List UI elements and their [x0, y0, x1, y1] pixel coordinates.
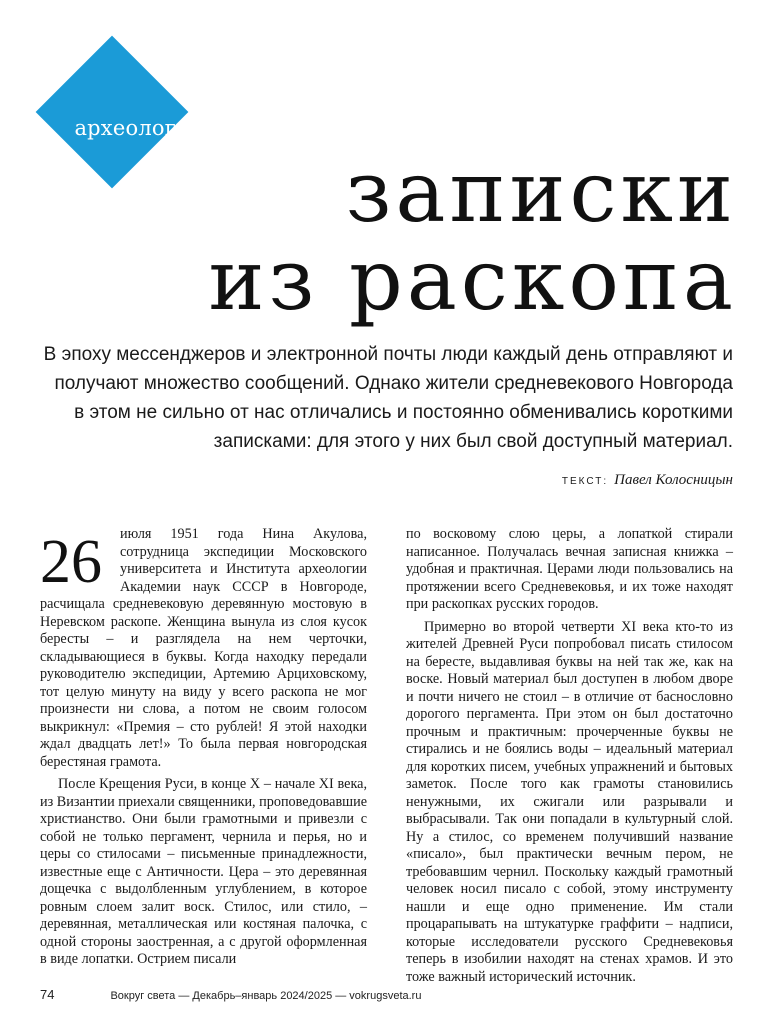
- rubric-label: археология: [74, 116, 204, 140]
- paragraph-1-text: июля 1951 года Нина Акулова, сотрудница экспедиции Московского университета и Института археологии Академии наук СССР в Новгороде, расчищала средневековую деревянную мостовую в Неревском раскопе. Женщина вынула из слоя кусок бересты – и разглядела на нем черточки, складывающиеся в буквы. Когда находку передали руководителю экспедиции, Артемию Арциховскому, тот целую минуту на виду у всего раскопа не мог произнести ни слова, а потом не своим голосом выкрикнул: «Премия – сто рублей! Я этой находки ждал двадцать лет!» То была первая новгородская берестяная грамота.: [40, 526, 367, 770]
- drop-number: 26: [40, 528, 102, 596]
- article-paragraph-3: по восковому слою церы, а лопаткой стирали написанное. Получалась вечная записная книжка – удобная и практичная. Церами люди пользовались на протяжении всего Средневековья, и их тоже находят при раскопках русских городов.: [406, 526, 733, 612]
- article-title: [208, 143, 737, 329]
- footer-line: Вокруг света — Декабрь–январь 2024/2025 — vokrugsveta.ru: [110, 990, 422, 1002]
- lead-paragraph: В эпоху мессенджеров и электронной почты люди каждый день отправляют и получают множество сообщений. Однако жители средневекового Новгорода в этом не сильно от нас отличались и постоянно обменивались короткими записками: для этого у них был свой доступный материал.: [43, 344, 733, 452]
- title-line-2: из раскопа: [208, 231, 737, 329]
- title-line-1: записки: [345, 143, 737, 241]
- page-number: 74: [40, 987, 55, 1002]
- page-footer: [40, 987, 733, 1002]
- article-paragraph-4: Примерно во второй четверти XI века кто-то из жителей Древней Руси попробовал писать стилосом на бересте, выдавливая буквы на ней так же, как на воске. Новый материал был доступен в любом дворе и почти ничего не стоил – в отличие от баснословно дорогого пергамента. При этом он был достаточно прочным и практичным: прочерченные буквы не стирались и не боялись воды – идеальный материал для коротких писем, учебных упражнений и бытовых заметок. После того как грамоты становились ненужными, их сжигали или разрывали и выбрасывали. Так они попадали в культурный слой. Ну а стилос, со временем получивший название «писало», был практически вечным пером, не требовавшим чернил. Поскольку каждый грамотный человек носил писало с собой, этому инструменту нашли и еще одно применение. Им стали процарапывать на штукатурке граффити – надписи, которые исследователи русского Средневековья теперь в изобилии находят на стенах храмов. И это тоже важный исторический источник.: [406, 618, 733, 985]
- rubric-diamond: [36, 36, 189, 189]
- article-paragraph-1: [40, 526, 367, 771]
- byline-label: ТЕКСТ:: [561, 476, 609, 487]
- byline-author: Павел Колосницын: [614, 472, 733, 488]
- article-column-left: [40, 526, 367, 969]
- article-column-right: [406, 526, 733, 986]
- byline: [562, 472, 733, 489]
- article-paragraph-2: После Крещения Руси, в конце X – начале XI века, из Византии приехали священники, проповедовавшие христианство. Они были грамотными и привезли с собой не только пергамент, чернила и перья, но и церы со стилосами – письменные принадлежности, известные еще с Античности. Цера – это деревянная дощечка с выдолбленным углублением, в которое ровным слоем залит воск. Стилос, или стило, – деревянная, металлическая или костяная палочка, с одной стороны заостренная, а с другой оформленная в виде лопатки. Острием писали: [40, 776, 367, 967]
